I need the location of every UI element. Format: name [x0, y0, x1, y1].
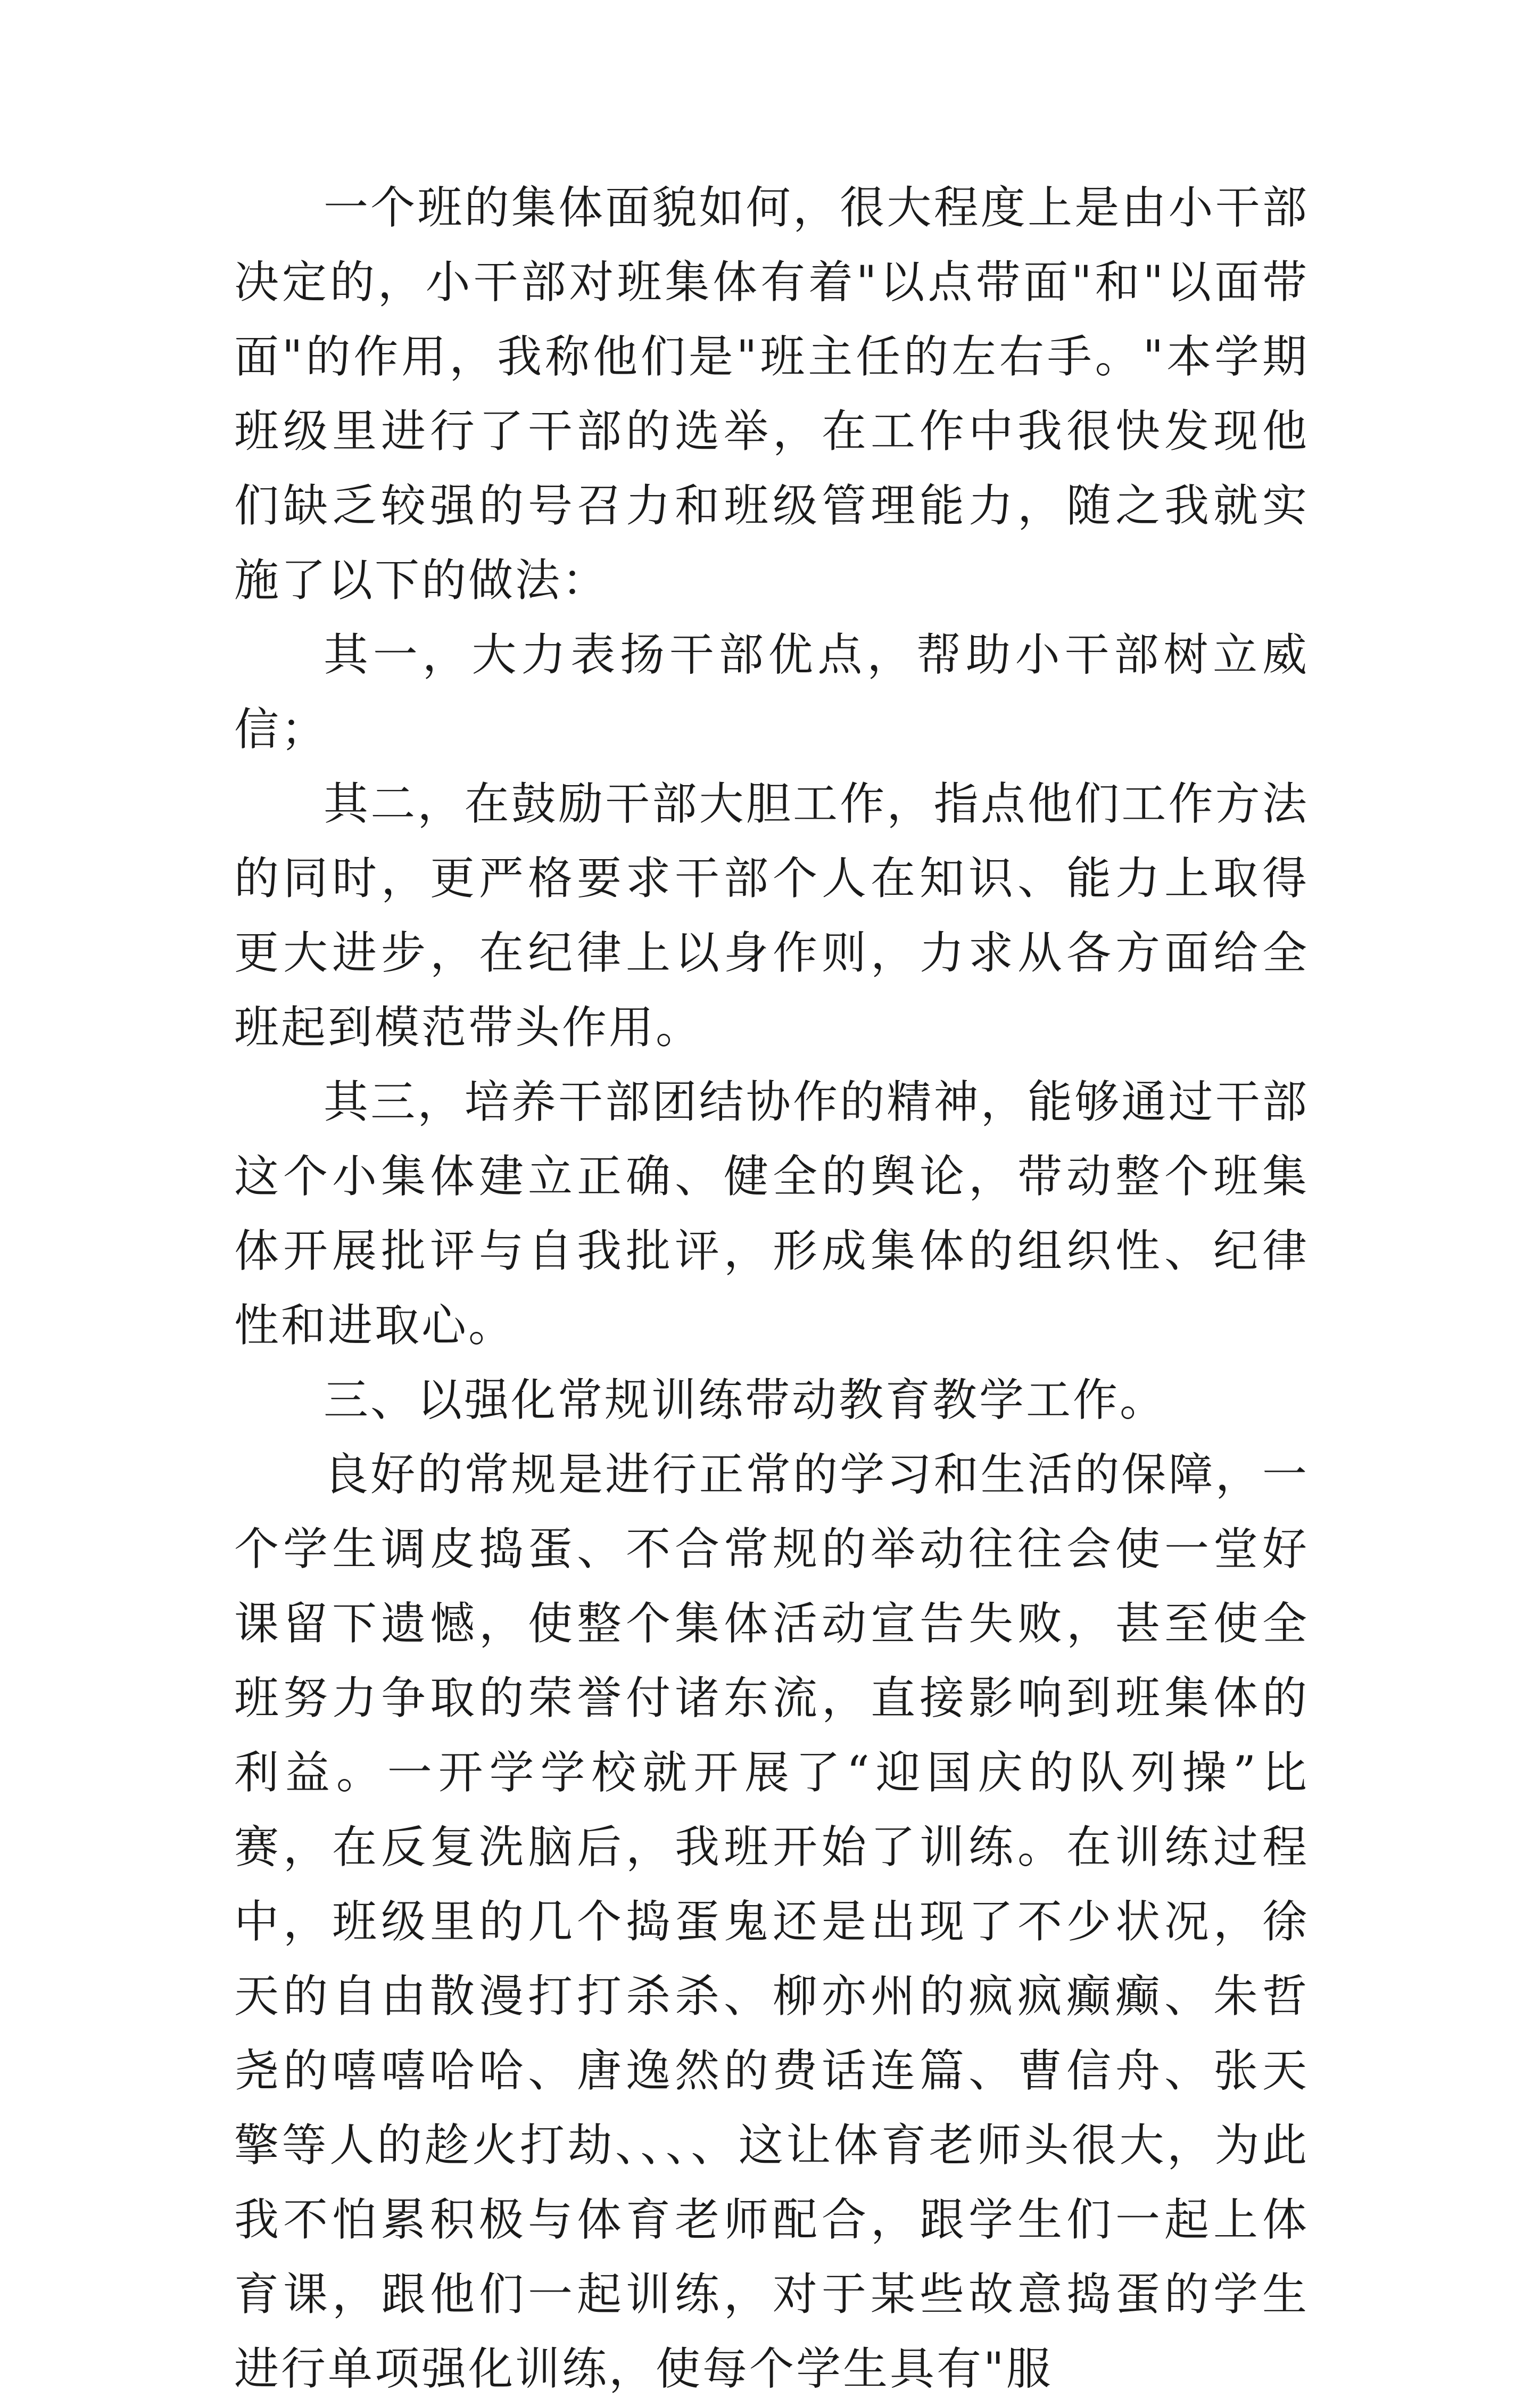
- section-heading-routine-training: 三、以强化常规训练带动教育教学工作。: [324, 1374, 1167, 1426]
- document-body: [234, 170, 1309, 2406]
- paragraph-measure-two: 其二，在鼓励干部大胆工作，指点他们工作方法的同时，更严格要求干部个人在知识、能力上取得更大进步，在纪律上以身作则，力求从各方面给全班起到模范带头作用。: [234, 778, 1309, 1053]
- paragraph-measure-three: 其三，培养干部团结协作的精神，能够通过干部这个小集体建立正确、健全的舆论，带动整个班集体开展批评与自我批评，形成集体的组织性、纪律性和进取心。: [234, 1076, 1309, 1352]
- paragraph-cadre-role: 一个班的集体面貌如何，很大程度上是由小干部决定的，小干部对班集体有着"以点带面"和"以面带面"的作用，我称他们是"班主任的左右手。"本学期班级里进行了干部的选举，在工作中我很快发现他们缺乏较强的号召力和班级管理能力，随之我就实施了以下的做法：: [234, 182, 1309, 606]
- paragraph-measure-one: 其一，大力表扬干部优点，帮助小干部树立威信；: [234, 629, 1309, 755]
- paragraph-routine-training: 良好的常规是进行正常的学习和生活的保障，一个学生调皮捣蛋、不合常规的举动往往会使一堂好课留下遗憾，使整个集体活动宣告失败，甚至使全班努力争取的荣誉付诸东流，直接影响到班集体的利益。一开学学校就开展了“迎国庆的队列操”比赛，在反复洗脑后，我班开始了训练。在训练过程中，班级里的几个捣蛋鬼还是出现了不少状况，徐天的自由散漫打打杀杀、柳亦州的疯疯癫癫、朱哲尧的嘻嘻哈哈、唐逸然的费话连篇、曹信舟、张天擎等人的趁火打劫、、、、这让体育老师头很大，为此我不怕累积极与体育老师配合，跟学生们一起上体育课，跟他们一起训练，对于某些故意捣蛋的学生进行单项强化训练，使每个学生具有"服: [234, 1448, 1309, 2395]
